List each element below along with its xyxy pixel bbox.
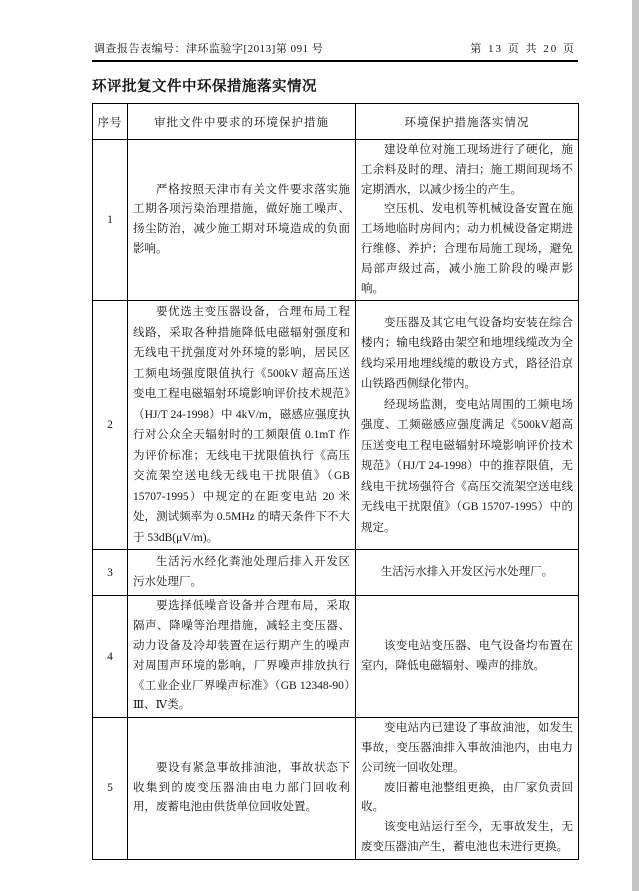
col-header-status: 环境保护措施落实情况 bbox=[356, 104, 579, 140]
paragraph: 空压机、发电机等机械设备安置在施工场地临时房间内；动力机械设备定期进行维修、养护；合理布局施工现场，避免局部声级过高，减小施工阶段的噪声影响。 bbox=[361, 203, 573, 295]
row-index: 3 bbox=[93, 550, 128, 596]
measures-table bbox=[92, 103, 579, 860]
table-row bbox=[93, 140, 579, 301]
section-title: 环评批复文件中环保措施落实情况 bbox=[92, 79, 317, 95]
measure-cell bbox=[128, 596, 356, 718]
paragraph: 严格按照天津市有关文件要求落实施工期各项污染治理措施，做好施工噪声、扬尘防治，减少施工期对环境造成的负面影响。 bbox=[133, 183, 350, 255]
paragraph: 变电站内已建设了事故油池，如发生事故，变压器油排入事故油池内，由电力公司统一回收处理。 bbox=[361, 722, 573, 774]
col-header-index: 序号 bbox=[93, 104, 128, 140]
status-cell bbox=[356, 718, 579, 860]
paragraph: 经现场监测，变电站周围的工频电场强度、工频磁感应强度满足《500kV超高压送变电工程电磁辐射环境影响评价技术规范》（HJ/T 24-1998）中的推荐限值，无线电干扰场强符合《高压交流架空送电线无线电干扰限值》（GB 15707-1995）中的规定。 bbox=[361, 398, 573, 534]
paragraph: 要选择低噪音设备并合理布局，采取隔声、降噪等治理措施，减轻主变压器、动力设备及冷却装置在运行期产生的噪声对周围声环境的影响，厂界噪声排放执行《工业企业厂界噪声标准》（GB 12348-90）Ⅲ、Ⅳ类。 bbox=[133, 600, 350, 712]
status-cell bbox=[356, 140, 579, 301]
header-rule bbox=[92, 60, 578, 62]
paragraph: 生活污水经化粪池处理后排入开发区污水处理厂。 bbox=[133, 556, 350, 588]
paragraph: 生活污水排入开发区污水处理厂。 bbox=[380, 565, 554, 578]
paragraph: 废旧蓄电池整组更换，由厂家负责回收。 bbox=[361, 781, 573, 814]
row-index: 2 bbox=[93, 301, 128, 550]
row-index: 1 bbox=[93, 140, 128, 301]
measure-cell bbox=[128, 301, 356, 550]
paragraph: 要优选主变压器设备，合理布局工程线路，采取各种措施降低电磁辐射强度和无线电干扰强度对外环境的影响，居民区工频电场强度限值执行《500kV 超高压送变电工程电磁辐射环境影响评价技术规范》（HJ/T 24-1998）中 4kV/m，磁感应强度执行对公众全天辐射时的工频限值 0.1mT 作为评价标准；无线电干扰限值执行《高压交流架空送电线无线电干扰限值》（GB 15707-1995）中规定的在距变电站 20 米处，测试频率为 0.5MHz 的晴天条件下不大于 53dB(μV/m)。 bbox=[133, 306, 350, 544]
measure-cell bbox=[128, 550, 356, 596]
row-index: 5 bbox=[93, 718, 128, 860]
table-header-row bbox=[93, 104, 579, 140]
paragraph: 要设有紧急事故排油池，事故状态下收集到的废变压器油由电力部门回收利用，废蓄电池由供货单位回收处置。 bbox=[133, 761, 350, 814]
page-number: 第 13 页 共 20 页 bbox=[470, 43, 576, 55]
page-header bbox=[92, 40, 578, 60]
page-content bbox=[92, 40, 578, 860]
status-cell bbox=[356, 301, 579, 550]
paragraph: 变压器及其它电气设备均安装在综合楼内；输电线路由架空和地埋线缆改为全线均采用地埋线缆的敷设方式，路径沿京山铁路西侧绿化带内。 bbox=[361, 316, 573, 391]
measure-cell bbox=[128, 140, 356, 301]
col-header-measure: 审批文件中要求的环境保护措施 bbox=[128, 104, 356, 140]
table-row bbox=[93, 596, 579, 718]
status-cell bbox=[356, 596, 579, 718]
table-row bbox=[93, 550, 579, 596]
table-row bbox=[93, 718, 579, 860]
paragraph: 该变电站运行至今，无事故发生，无废变压器油产生，蓄电池也未进行更换。 bbox=[361, 821, 573, 853]
row-index: 4 bbox=[93, 596, 128, 718]
measure-cell bbox=[128, 718, 356, 860]
status-cell bbox=[356, 550, 579, 596]
scan-edge-shadow bbox=[632, 0, 639, 891]
paragraph: 该变电站变压器、电气设备均布置在室内，降低电磁辐射、噪声的排放。 bbox=[361, 639, 573, 672]
report-number: 调查报告表编号：津环监验字[2013]第 091 号 bbox=[94, 43, 324, 55]
paragraph: 建设单位对施工现场进行了硬化，施工余料及时的理、清扫；施工期间现场不定期洒水，以减少扬尘的产生。 bbox=[361, 144, 573, 196]
table-row bbox=[93, 301, 579, 550]
